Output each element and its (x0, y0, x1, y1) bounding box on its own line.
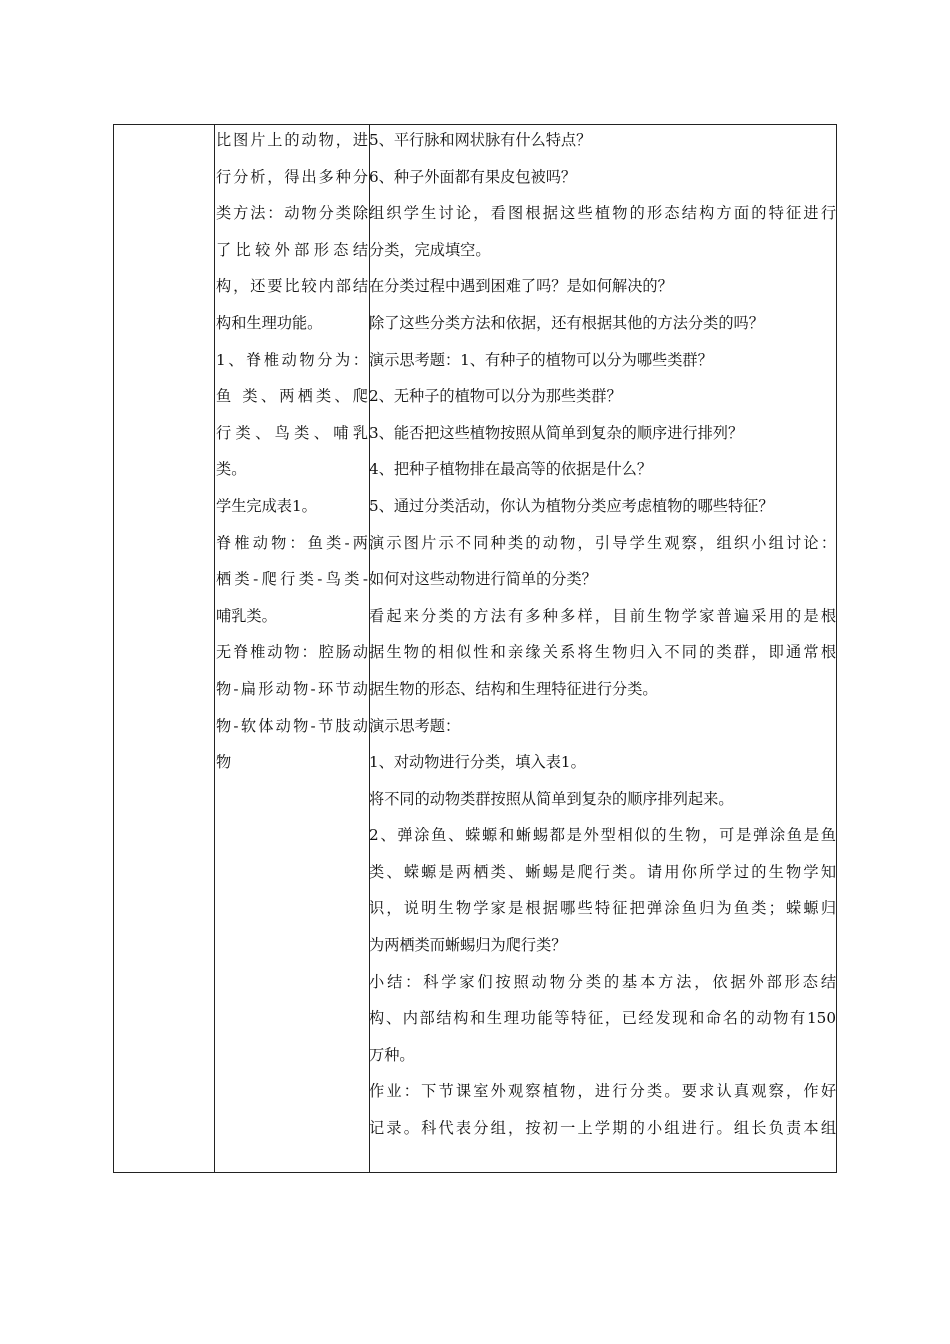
table-column-student-activity (214, 125, 370, 1172)
teacher-activity-line: 6、种子外面都有果皮包被吗？ (369, 167, 577, 186)
teacher-activity-line: 1、对动物进行分类，填入表1。 (369, 753, 586, 772)
student-activity-line: 构和生理功能。 (216, 313, 323, 332)
student-activity-line: 鱼 类、两栖类、爬 (216, 387, 368, 406)
teacher-activity-line: 演示图片示不同种类的动物，引导学生观察，组织小组讨论： (369, 533, 836, 552)
student-activity-line: 类。 (216, 460, 247, 479)
teacher-activity-line: 据生物的形态、结构和生理特征进行分类。 (369, 679, 658, 698)
student-activity-line: 哺乳类。 (216, 606, 277, 625)
student-activity-line: 物 (216, 753, 232, 772)
teacher-activity-line: 3、能否把这些植物按照从简单到复杂的顺序进行排列？ (369, 423, 744, 442)
teacher-activity-line: 记录。科代表分组，按初一上学期的小组进行。组长负责本组 (369, 1119, 836, 1138)
student-activity-line: 比图片上的动物，进 (216, 131, 368, 149)
student-activity-line: 了比较外部形态结 (216, 240, 368, 259)
student-activity-line: 学生完成表1。 (216, 496, 317, 515)
table-column-teacher-activity (369, 125, 836, 1172)
student-activity-line: 构，还要比较内部结 (216, 277, 368, 296)
teacher-activity-line: 2、弹涂鱼、蝾螈和蜥蜴都是外型相似的生物，可是弹涂鱼是鱼 (369, 826, 836, 845)
teacher-activity-line: 5、平行脉和网状脉有什么特点？ (369, 131, 592, 149)
student-activity-line: 1、脊椎动物分为： (216, 350, 368, 369)
teacher-activity-line: 类、蝾螈是两栖类、蜥蜴是爬行类。请用你所学过的生物学知 (369, 862, 836, 881)
teacher-activity-line: 作业：下节课室外观察植物，进行分类。要求认真观察，作好 (369, 1082, 836, 1101)
teacher-activity-line: 为两栖类而蜥蜴归为爬行类？ (369, 936, 567, 955)
teacher-activity-line: 演示思考题：1、有种子的植物可以分为哪些类群？ (369, 350, 713, 369)
teacher-activity-line: 5、通过分类活动，你认为植物分类应考虑植物的哪些特征？ (369, 496, 774, 515)
student-activity-line: 行分析，得出多种分 (216, 167, 368, 186)
lesson-table (113, 124, 837, 1173)
teacher-activity-line: 看起来分类的方法有多种多样，目前生物学家普遍采用的是根 (369, 606, 836, 625)
student-activity-line: 脊椎动物：鱼类-两 (216, 533, 368, 552)
student-activity-line: 物-扁形动物-环节动 (216, 679, 368, 698)
student-activity-line: 无脊椎动物：腔肠动 (216, 643, 368, 662)
teacher-activity-line: 4、把种子植物排在最高等的依据是什么？ (369, 460, 653, 479)
teacher-activity-line: 如何对这些动物进行简单的分类？ (369, 570, 597, 589)
teacher-activity-line: 在分类过程中遇到困难了吗？是如何解决的？ (369, 277, 673, 296)
teacher-activity-line: 识，说明生物学家是根据哪些特征把弹涂鱼归为鱼类；蝾螈归 (369, 899, 836, 918)
teacher-activity-line: 组织学生讨论，看图根据这些植物的形态结构方面的特征进行 (369, 204, 836, 223)
student-activity-line: 物-软体动物-节肢动 (216, 716, 368, 735)
teacher-activity-line: 将不同的动物类群按照从简单到复杂的顺序排列起来。 (369, 789, 734, 808)
teacher-activity-line: 除了这些分类方法和依据，还有根据其他的方法分类的吗？ (369, 313, 764, 332)
teacher-activity-line: 2、无种子的植物可以分为那些类群？ (369, 387, 622, 406)
teacher-activity-line: 万种。 (369, 1045, 415, 1064)
teacher-activity-line: 构、内部结构和生理功能等特征，已经发现和命名的动物有150 (369, 1009, 836, 1028)
teacher-activity-line: 演示思考题： (369, 716, 461, 735)
student-activity-lines (216, 125, 368, 784)
student-activity-line: 类方法：动物分类除 (216, 204, 368, 223)
teacher-activity-line: 小结：科学家们按照动物分类的基本方法，依据外部形态结 (369, 972, 836, 991)
teacher-activity-line: 分类，完成填空。 (369, 240, 491, 259)
student-activity-line: 行类、鸟类、哺乳 (216, 423, 368, 442)
student-activity-line: 栖类-爬行类-鸟类- (216, 570, 368, 589)
teacher-activity-lines (369, 125, 836, 1150)
table-column-stage (114, 125, 215, 1172)
teacher-activity-line: 据生物的相似性和亲缘关系将生物归入不同的类群，即通常根 (369, 643, 836, 662)
